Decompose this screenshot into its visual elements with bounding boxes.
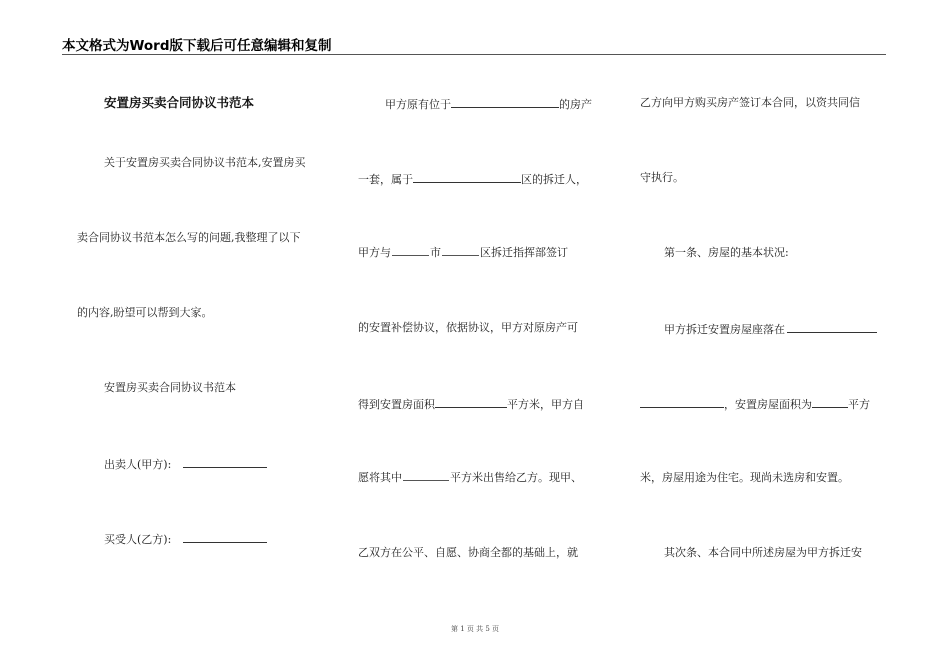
col3-text: 平方 <box>848 398 870 411</box>
col2-line-3 <box>358 246 568 260</box>
fill-blank <box>435 396 507 408</box>
header-title: 本文格式为Word版下载后可任意编辑和复制 <box>62 38 332 54</box>
fill-blank <box>787 321 877 333</box>
col2-line-4: 的安置补偿协议，依据协议，甲方对原房产可 <box>358 321 578 334</box>
col3-line-3: 第一条、房屋的基本状况: <box>664 246 789 259</box>
document-title: 安置房买卖合同协议书范本 <box>104 95 255 110</box>
col3-line-6: 米，房屋用途为住宅。现尚未选房和安置。 <box>640 471 849 484</box>
page-indicator: 第 1 页 共 5 页 <box>450 625 500 633</box>
col2-text: 愿将其中 <box>358 471 402 484</box>
fill-blank <box>812 396 848 408</box>
col1-line-2: 卖合同协议书范本怎么写的问题,我整理了以下 <box>77 231 301 244</box>
col3-line-7: 其次条、本合同中所述房屋为甲方拆迁安 <box>664 546 862 559</box>
col3-text: 甲方拆迁安置房屋座落在 <box>664 323 785 336</box>
col3-line-4 <box>664 321 877 337</box>
col3-line-2: 守执行。 <box>640 171 684 184</box>
buyer-label: 买受人(乙方): <box>104 533 172 546</box>
col2-text: 区的拆迁人， <box>521 173 587 186</box>
buyer-blank <box>183 531 267 543</box>
header-divider <box>62 54 886 55</box>
fill-blank <box>640 396 724 408</box>
fill-blank <box>413 171 521 183</box>
col2-text: 甲方原有位于 <box>385 98 451 111</box>
col2-text: 的房产 <box>559 98 592 111</box>
col2-text: 平方米出售给乙方。现甲、 <box>450 471 582 484</box>
fill-blank <box>451 96 559 108</box>
col3-text: ，安置房屋面积为 <box>724 398 812 411</box>
col2-text: 平方米，甲方自 <box>507 398 584 411</box>
fill-dash <box>442 248 479 256</box>
seller-label: 出卖人(甲方): <box>104 458 172 471</box>
col3-line-1: 乙方向甲方购买房产签订本合同，以资共同信 <box>640 96 860 109</box>
col2-line-5 <box>358 396 584 412</box>
col2-line-7: 乙双方在公平、自愿、协商全都的基础上，就 <box>358 546 578 559</box>
fill-dash <box>403 473 449 481</box>
fill-dash <box>392 248 429 256</box>
col2-text: 得到安置房面积 <box>358 398 435 411</box>
col2-text: 一套，属于 <box>358 173 413 186</box>
col2-text: 甲方与 <box>358 246 391 259</box>
col2-text: 区拆迁指挥部签订 <box>480 246 568 259</box>
col1-line-3: 的内容,盼望可以帮到大家。 <box>77 306 213 319</box>
col2-line-2 <box>358 171 587 187</box>
seller-line <box>104 456 267 472</box>
col2-line-1 <box>385 96 592 112</box>
col3-line-5 <box>640 396 870 412</box>
col1-line-1: 关于安置房买卖合同协议书范本,安置房买 <box>104 156 306 169</box>
col2-line-6 <box>358 471 582 485</box>
col1-line-4: 安置房买卖合同协议书范本 <box>104 381 236 394</box>
col2-text: 市 <box>430 246 441 259</box>
seller-blank <box>183 456 267 468</box>
buyer-line <box>104 531 267 547</box>
